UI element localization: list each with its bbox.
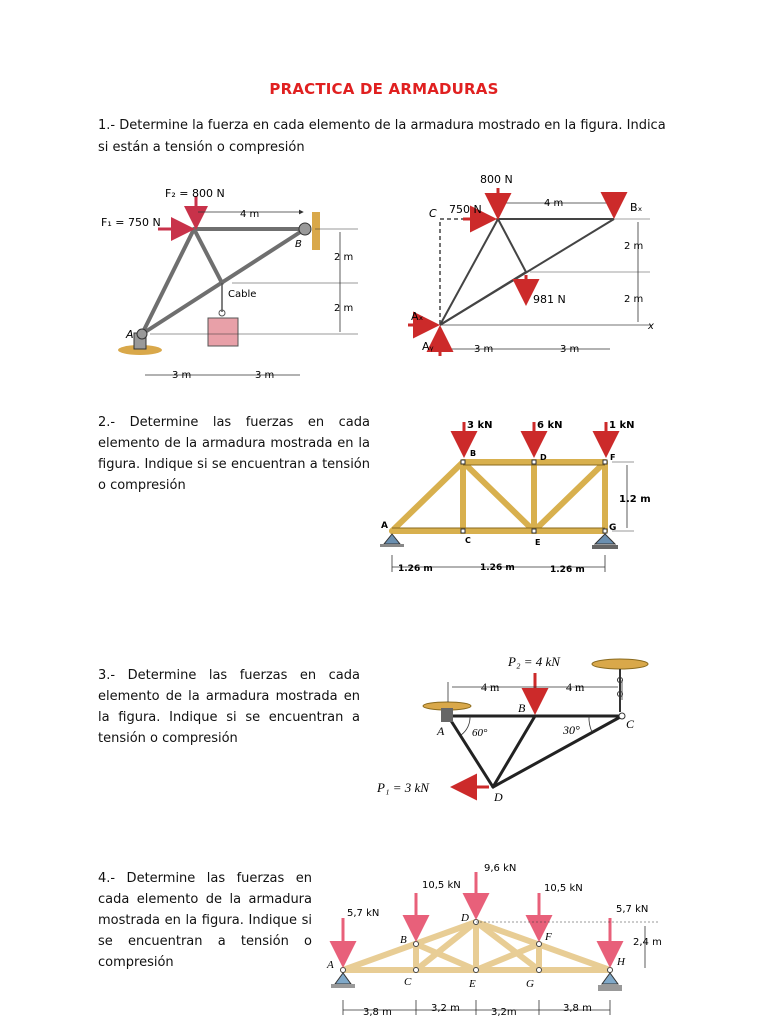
dim-2m-b: 2 m (334, 303, 354, 314)
node-c: C (465, 536, 471, 545)
node-a: A (381, 521, 388, 531)
dim-4m: 4 m (240, 209, 260, 220)
p2-label: P₂ = 4 kN (508, 654, 560, 669)
node-d: D (540, 453, 547, 462)
dim-2: 1.26 m (480, 563, 515, 573)
cable-label: Cable (228, 289, 257, 300)
node-h: H (617, 956, 625, 968)
dim-2m-a: 2 m (624, 241, 644, 252)
dim-3m-a: 3 m (172, 370, 192, 381)
load-5-7-a: 5,7 kN (347, 908, 380, 919)
node-b: B (295, 239, 302, 250)
node-a: A (126, 328, 134, 341)
height-label: 1.2 m (619, 494, 651, 505)
dim-4m: 4 m (544, 198, 564, 209)
x-axis-label: x (648, 321, 654, 332)
dim-2: 3,2 m (431, 1003, 460, 1014)
dim-1: 1.26 m (398, 564, 433, 574)
dim-4m-b: 4 m (566, 680, 585, 694)
dim-3: 1.26 m (550, 565, 585, 575)
f800-label: 800 N (480, 173, 513, 186)
node-a: A (437, 724, 445, 738)
height-label: 2,4 m (633, 937, 662, 948)
load-1kn: 1 kN (609, 420, 635, 431)
node-g: G (609, 523, 617, 533)
page-title: PRACTICA DE ARMADURAS (269, 80, 499, 98)
node-f: F (545, 931, 552, 943)
dim-3m-b: 3 m (255, 370, 275, 381)
node-b: B (470, 449, 477, 458)
dim-4: 3,8 m (563, 1003, 592, 1014)
node-e: E (535, 538, 541, 547)
dim-3m-a: 3 m (474, 344, 494, 355)
load-3kn: 3 kN (467, 420, 493, 431)
node-b: B (518, 701, 526, 715)
node-c: C (626, 717, 635, 731)
load-5-7-b: 5,7 kN (616, 904, 649, 915)
node-c: C (429, 207, 437, 220)
node-d: D (461, 912, 469, 924)
angle-30: 30° (563, 723, 580, 737)
f981-label: 981 N (533, 293, 566, 306)
problem-2-statement: 2.- Determine las fuerzas en cada elemento de la armadura mostrada en la figura. Indique si se encuentran a tensión o compresión (98, 415, 370, 493)
load-9-6: 9,6 kN (484, 863, 517, 874)
problem-4-statement: 4.- Determine las fuerzas en cada elemento de la armadura mostrada en la figura. Indique si se encuentran a tensión o compresión (98, 871, 312, 970)
f2-label: F₂ = 800 N (165, 187, 225, 200)
dim-4m-a: 4 m (481, 680, 500, 694)
load-10-5-b: 10,5 kN (544, 883, 583, 894)
dim-1: 3,8 m (363, 1007, 392, 1018)
f1-label: F₁ = 750 N (101, 216, 161, 229)
bx-label: Bₓ (630, 201, 643, 214)
f750-label: 750 N (449, 203, 482, 216)
ax-label: Aₓ (411, 310, 424, 323)
dim-3: 3,2m (491, 1007, 517, 1018)
ay-label: Aᵧ (422, 340, 434, 353)
node-c: C (404, 976, 412, 988)
dim-2m-b: 2 m (624, 294, 644, 305)
problem-1-statement: 1.- Determine la fuerza en cada elemento de la armadura mostrado en la figura. Indica si están a tensión o compresión (98, 118, 666, 155)
dim-3m-b: 3 m (560, 344, 580, 355)
p1-label: P₁ = 3 kN (377, 780, 429, 795)
node-f: F (610, 453, 616, 462)
node-a: A (327, 959, 334, 971)
node-e: E (469, 978, 476, 990)
load-6kn: 6 kN (537, 420, 563, 431)
angle-60: 60° (472, 727, 488, 739)
problem-3-statement: 3.- Determine las fuerzas en cada elemento de la armadura mostrada en la figura. Indique si se encuentran a tensión o compresión (98, 668, 360, 746)
node-b: B (400, 934, 407, 946)
node-g: G (526, 978, 534, 990)
node-d: D (494, 790, 503, 804)
load-10-5-a: 10,5 kN (422, 880, 461, 891)
dim-2m-a: 2 m (334, 252, 354, 263)
